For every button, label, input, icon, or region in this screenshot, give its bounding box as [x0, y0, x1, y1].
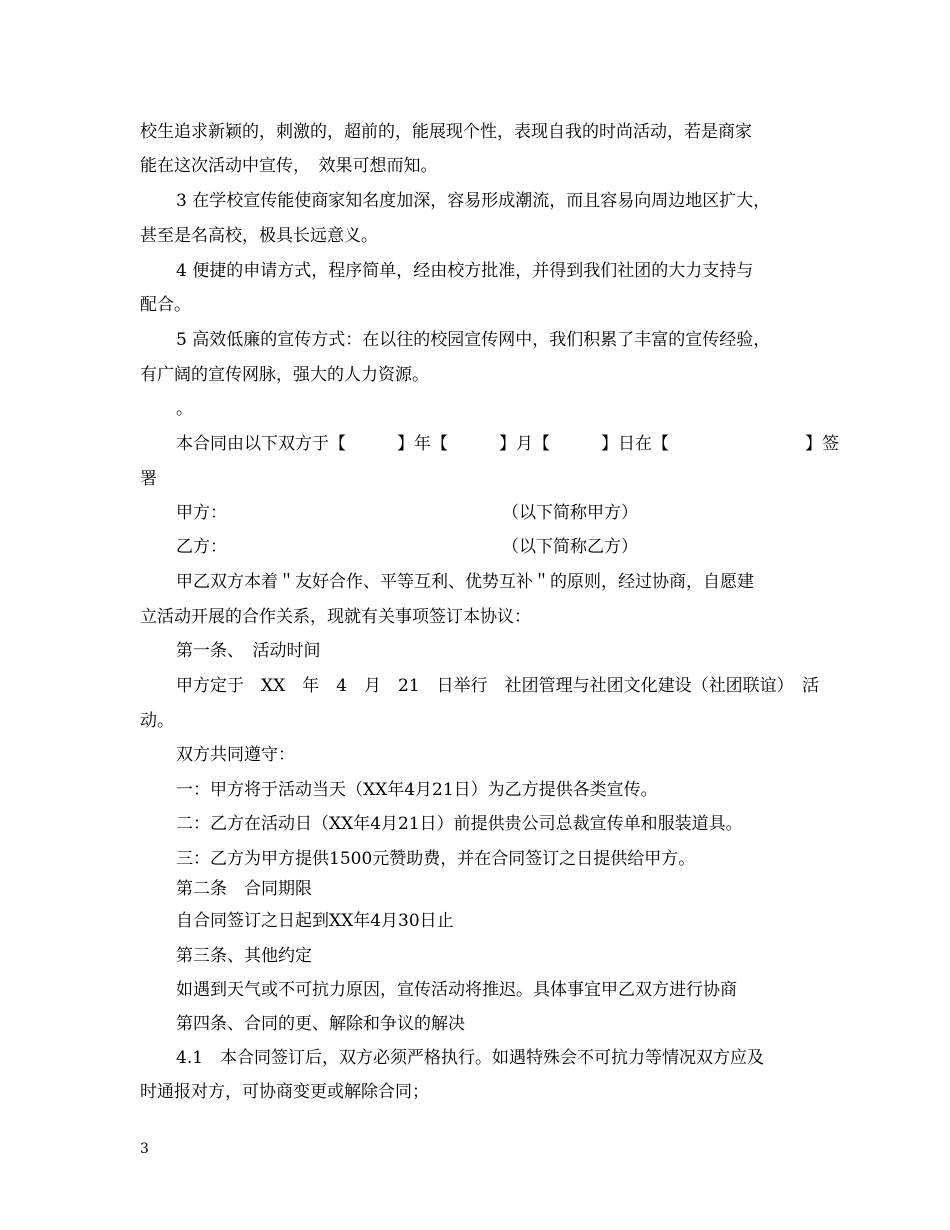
party-b-note: （以下简称乙方）: [502, 537, 638, 557]
body-text-line: 立活动开展的合作关系，现就有关事项签订本协议：: [140, 607, 531, 627]
body-text-line: 配合。: [140, 295, 191, 315]
body-text-line: 自合同签订之日起到XX年4月30日止: [176, 911, 454, 931]
party-a-line: [176, 502, 638, 524]
section-heading: 第三条、其他约定: [176, 946, 312, 966]
party-a-note: （以下简称甲方）: [502, 503, 638, 523]
clause-line: 一：甲方将于活动当天（XX年4月21日）为乙方提供各类宣传。: [176, 780, 658, 800]
body-text-line: 校生追求新颖的，刺激的，超前的，能展现个性，表现自我的时尚活动，若是商家: [140, 122, 752, 142]
clause-line: 三：乙方为甲方提供1500元赞助费，并在合同签订之日提供给甲方。: [176, 849, 696, 869]
party-a-label: 甲方：: [176, 503, 227, 523]
contract-date-line: 本合同由以下双方于【 】年【 】月【 】日在【 】签: [176, 434, 839, 454]
body-text-line: 能在这次活动中宣传， 效果可想而知。: [140, 156, 438, 176]
body-text-line: 动。: [140, 711, 174, 731]
body-text-line: 3 在学校宣传能使商家知名度加深，容易形成潮流，而且容易向周边地区扩大，: [176, 191, 771, 211]
body-text-line: 双方共同遵守：: [176, 745, 295, 765]
section-heading: 第四条、合同的更、解除和争议的解决: [176, 1014, 465, 1034]
body-text-line: 4.1 本合同签订后，双方必须严格执行。如遇特殊会不可抗力等情况双方应及: [176, 1048, 765, 1068]
body-text-line: 甚至是名高校，极具长远意义。: [140, 226, 378, 246]
body-text-line: 时通报对方，可协商变更或解除合同；: [140, 1082, 429, 1102]
page-number: 3: [140, 1141, 149, 1157]
party-b-label: 乙方：: [176, 537, 227, 557]
party-b-line: [176, 536, 638, 558]
body-text-line: 如遇到天气或不可抗力原因，宣传活动将推迟。具体事宜甲乙双方进行协商: [176, 980, 737, 1000]
body-text-line: 。: [176, 399, 193, 419]
body-text-line: 5 高效低廉的宣传方式：在以往的校园宣传网中，我们积累了丰富的宣传经验，: [176, 330, 771, 350]
body-text-line: 有广阔的宣传网脉，强大的人力资源。: [140, 365, 429, 385]
body-text-line: 署: [140, 469, 157, 489]
body-text-line: 甲方定于 XX 年 4 月 21 日举行 社团管理与社团文化建设（社团联谊） 活: [176, 676, 820, 696]
section-heading: 第一条、 活动时间: [176, 641, 321, 661]
section-heading: 第二条 合同期限: [176, 879, 312, 899]
clause-line: 二：乙方在活动日（XX年4月21日）前提供贵公司总裁宣传单和服装道具。: [176, 814, 743, 834]
body-text-line: 4 便捷的申请方式，程序简单，经由校方批准，并得到我们社团的大力支持与: [176, 261, 754, 281]
body-text-line: 甲乙双方本着＂友好合作、平等互利、优势互补＂的原则，经过协商，自愿建: [176, 572, 754, 592]
